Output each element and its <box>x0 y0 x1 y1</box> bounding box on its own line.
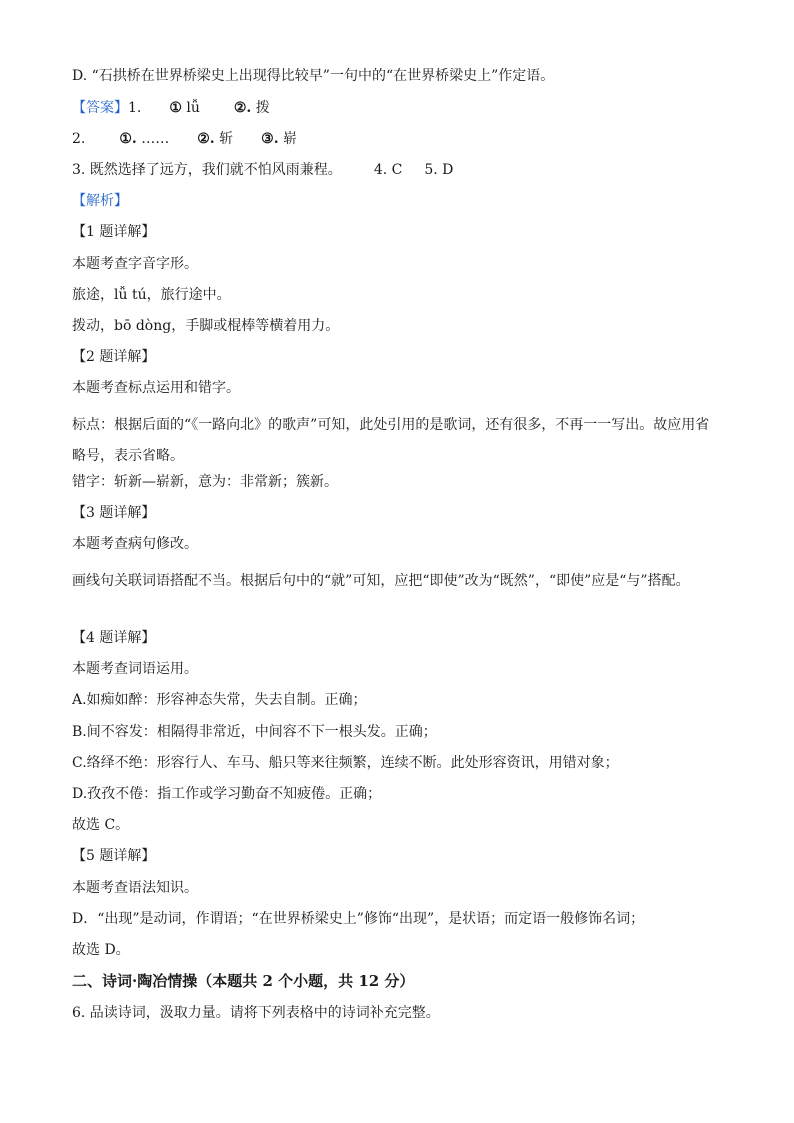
answer-1-number: 1. <box>128 100 142 116</box>
option-d-line: D. “石拱桥在世界桥梁史上出现得比较早”一句中的“在世界桥梁史上”作定语。 <box>72 68 555 84</box>
answer-4: 4. C <box>373 162 403 178</box>
q4-heading: 【4 题详解】 <box>72 630 156 646</box>
answer-2c-text: 崭 <box>283 131 298 147</box>
q5-heading: 【5 题详解】 <box>72 848 156 864</box>
q5-text-b: D．“出现”是动词，作谓语；“在世界桥梁史上”修饰“出现”，是状语；而定语一般修饰名词； <box>72 911 645 927</box>
answer-2b-number: ②. <box>197 131 215 147</box>
answer-3: 3. 既然选择了远方，我们就不怕风雨兼程。 <box>72 162 342 178</box>
q4-text-a: 本题考查词语运用。 <box>72 661 198 677</box>
answer-1b-number: ②. <box>233 100 252 116</box>
answer-1a-number: ① <box>169 100 182 116</box>
q3-text-a: 本题考查病句修改。 <box>72 536 198 552</box>
q6-prompt: 6. 品读诗词，汲取力量。请将下列表格中的诗词补充完整。 <box>72 1005 440 1021</box>
answer-line-2 <box>72 129 297 149</box>
q3-text-b: 画线句关联词语搭配不当。根据后句中的“就”可知，应把“即使”改为“既然”，“即使”应是“与”搭配。 <box>72 573 690 589</box>
q1-heading: 【1 题详解】 <box>72 224 156 240</box>
answer-5: 5. D <box>424 162 454 178</box>
answer-label: 【答案】 <box>72 100 128 116</box>
q3-heading: 【3 题详解】 <box>72 505 156 521</box>
q2-heading: 【2 题详解】 <box>72 349 156 365</box>
q1-text-a: 本题考查字音字形。 <box>72 256 198 272</box>
q2-text-b: 标点：根据后面的“《一路向北》的歌声”可知，此处引用的是歌词，还有很多，不再一一写出。故应用省略号，表示省略。 <box>72 417 710 464</box>
q1-text-b: 旅途，lǚ tú，旅行途中。 <box>72 287 231 303</box>
section-2-heading: 二、诗词·陶冶情操（本题共 2 个小题，共 12 分） <box>72 972 415 990</box>
answer-2a-number: ①. <box>119 131 137 147</box>
answer-2-number: 2. <box>72 131 86 147</box>
q4-option-c: C.络绎不绝：形容行人、车马、船只等来往频繁，连续不断。此处形容资讯，用错对象； <box>72 755 619 771</box>
q5-text-a: 本题考查语法知识。 <box>72 880 198 896</box>
analysis-label: 【解析】 <box>72 193 128 209</box>
answer-2a-text: …… <box>141 131 170 147</box>
q2-text-a: 本题考查标点运用和错字。 <box>72 380 240 396</box>
q2-text-c: 错字：斩新—崭新，意为：非常新；簇新。 <box>72 474 338 490</box>
answer-1b-text: 拨 <box>255 100 270 116</box>
q1-text-c: 拨动，bō dòng，手脚或棍棒等横着用力。 <box>72 318 340 334</box>
q4-conclusion: 故选 C。 <box>72 817 130 833</box>
answer-line-1 <box>72 98 270 118</box>
answer-1a-text: lǚ <box>186 100 200 116</box>
answer-2b-text: 斩 <box>219 131 234 147</box>
answer-2c-number: ③. <box>261 131 279 147</box>
q4-option-d: D.孜孜不倦：指工作或学习勤奋不知疲倦。正确； <box>72 786 382 802</box>
q4-option-b: B.间不容发：相隔得非常近，中间容不下一根头发。正确； <box>72 724 437 740</box>
q4-option-a: A.如痴如醉：形容神态失常，失去自制。正确； <box>72 692 367 708</box>
answer-line-3 <box>72 160 453 180</box>
q5-conclusion: 故选 D。 <box>72 942 130 958</box>
